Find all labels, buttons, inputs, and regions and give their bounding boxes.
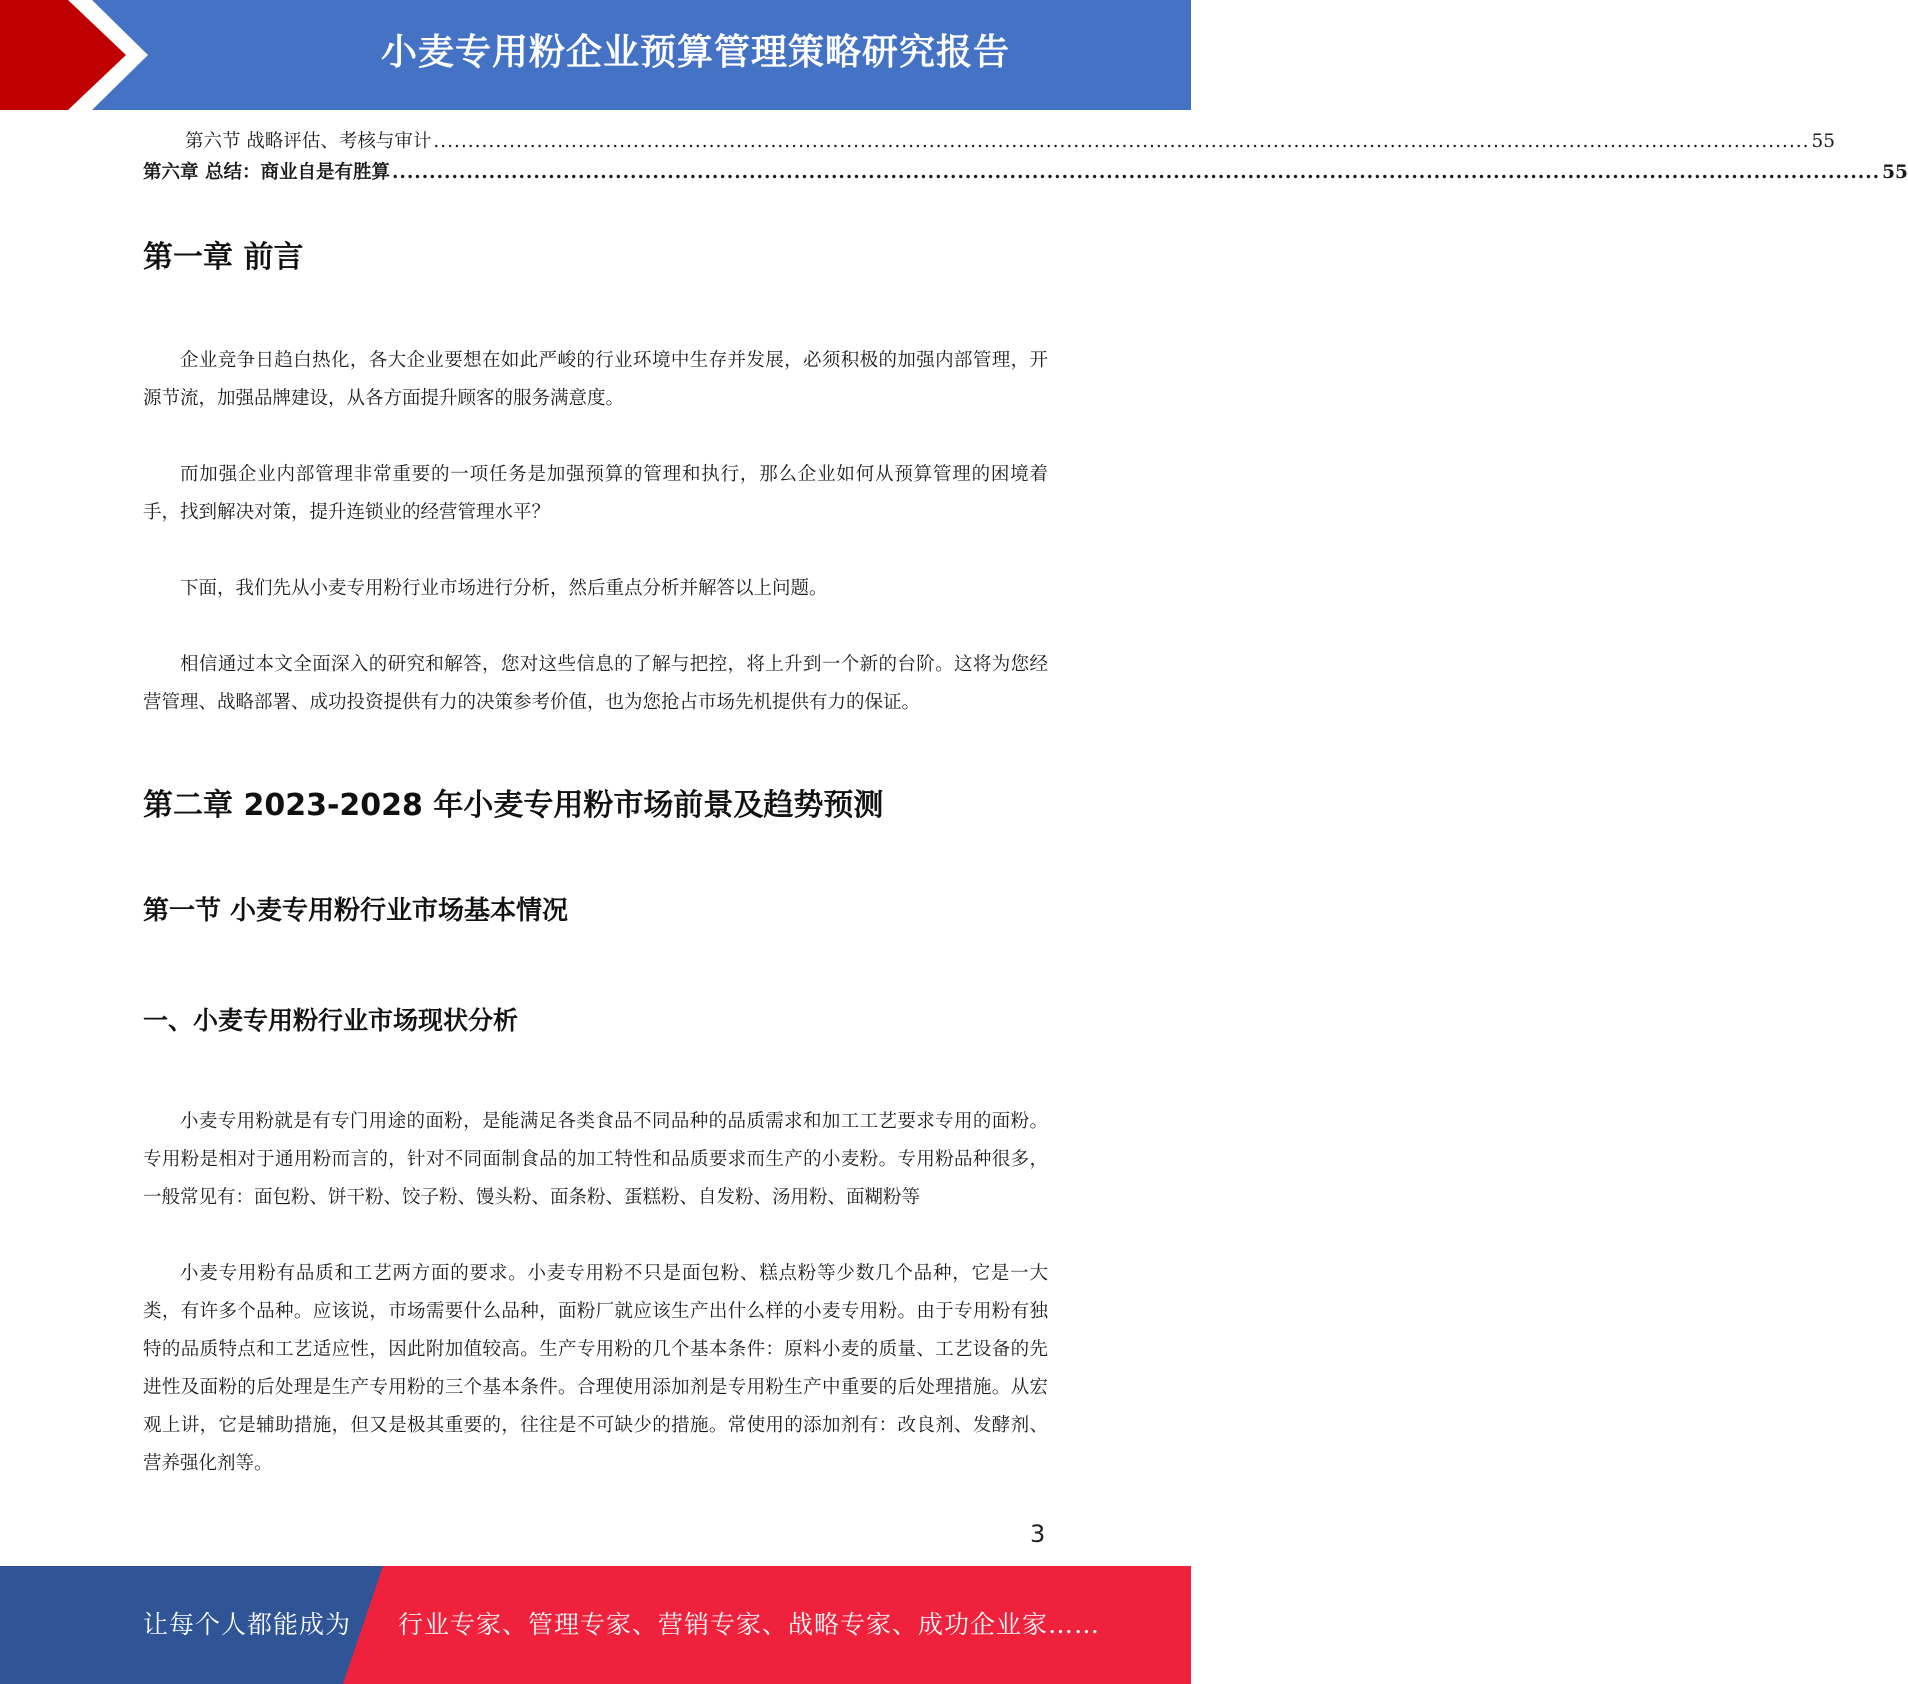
toc-leader-dots: ........................................................................................................................................................................................................ xyxy=(391,162,1881,183)
body-paragraph: 企业竞争日趋白热化，各大企业要想在如此严峻的行业环境中生存并发展，必须积极的加强内部管理，开源节流，加强品牌建设，从各方面提升顾客的服务满意度。 xyxy=(143,350,1048,409)
report-title: 小麦专用粉企业预算管理策略研究报告 xyxy=(380,32,1010,73)
body-paragraph: 小麦专用粉就是有专门用途的面粉，是能满足各类食品不同品种的品质需求和加工工艺要求专用的面粉。专用粉是相对于通用粉而言的，针对不同面制食品的加工特性和品质要求而生产的小麦粉。专用粉品种很多，一般常见有：面包粉、饼干粉、饺子粉、馒头粉、面条粉、蛋糕粉、自发粉、汤用粉、面糊粉等 xyxy=(143,1111,1048,1208)
page-header xyxy=(0,0,1191,110)
subsection-heading: 一、小麦专用粉行业市场现状分析 xyxy=(143,1006,519,1035)
page-footer xyxy=(0,1566,1191,1684)
body-paragraph: 相信通过本文全面深入的研究和解答，您对这些信息的了解与把控，将上升到一个新的台阶。这将为您经营管理、战略部署、成功投资提供有力的决策参考价值，也为您抢占市场先机提供有力的保证。 xyxy=(143,654,1048,713)
toc-entry-page: 55 xyxy=(1811,131,1836,152)
toc-entry[interactable] xyxy=(143,157,1908,188)
chapter-heading: 第二章 2023-2028 年小麦专用粉市场前景及趋势预测 xyxy=(143,788,884,823)
toc-entry[interactable] xyxy=(143,126,1836,157)
toc-entry-label: 第六章 总结：商业自是有胜算 xyxy=(143,162,390,183)
body-paragraph: 小麦专用粉有品质和工艺两方面的要求。小麦专用粉不只是面包粉、糕点粉等少数几个品种，它是一大类，有许多个品种。应该说，市场需要什么品种，面粉厂就应该生产出什么样的小麦专用粉。由于专用粉有独特的品质特点和工艺适应性，因此附加值较高。生产专用粉的几个基本条件：原料小麦的质量、工艺设备的先进性及面粉的后处理是生产专用粉的三个基本条件。合理使用添加剂是专用粉生产中重要的后处理措施。从宏观上讲，它是辅助措施，但又是极其重要的，往往是不可缺少的措施。常使用的添加剂有：改良剂、发酵剂、营养强化剂等。 xyxy=(143,1263,1048,1474)
header-arrow-decoration xyxy=(0,0,160,110)
document-body xyxy=(143,126,1908,1521)
footer-slogan-right: 行业专家、管理专家、营销专家、战略专家、成功企业家…… xyxy=(398,1610,1101,1639)
toc-leader-dots: ........................................................................................................................................................................................................ xyxy=(433,131,1810,152)
section-heading: 第一节 小麦专用粉行业市场基本情况 xyxy=(143,896,569,926)
body-paragraph: 下面，我们先从小麦专用粉行业市场进行分析，然后重点分析并解答以上问题。 xyxy=(180,578,828,599)
toc-entry-page: 55 xyxy=(1882,162,1908,183)
body-paragraph: 而加强企业内部管理非常重要的一项任务是加强预算的管理和执行，那么企业如何从预算管理的困境着手，找到解决对策，提升连锁业的经营管理水平？ xyxy=(143,464,1048,523)
footer-slogan-left: 让每个人都能成为 xyxy=(143,1610,352,1639)
toc-entry-label: 第六节 战略评估、考核与审计 xyxy=(185,131,432,152)
chapter-heading: 第一章 前言 xyxy=(143,240,304,275)
page-number: 3 xyxy=(1030,1520,1046,1548)
